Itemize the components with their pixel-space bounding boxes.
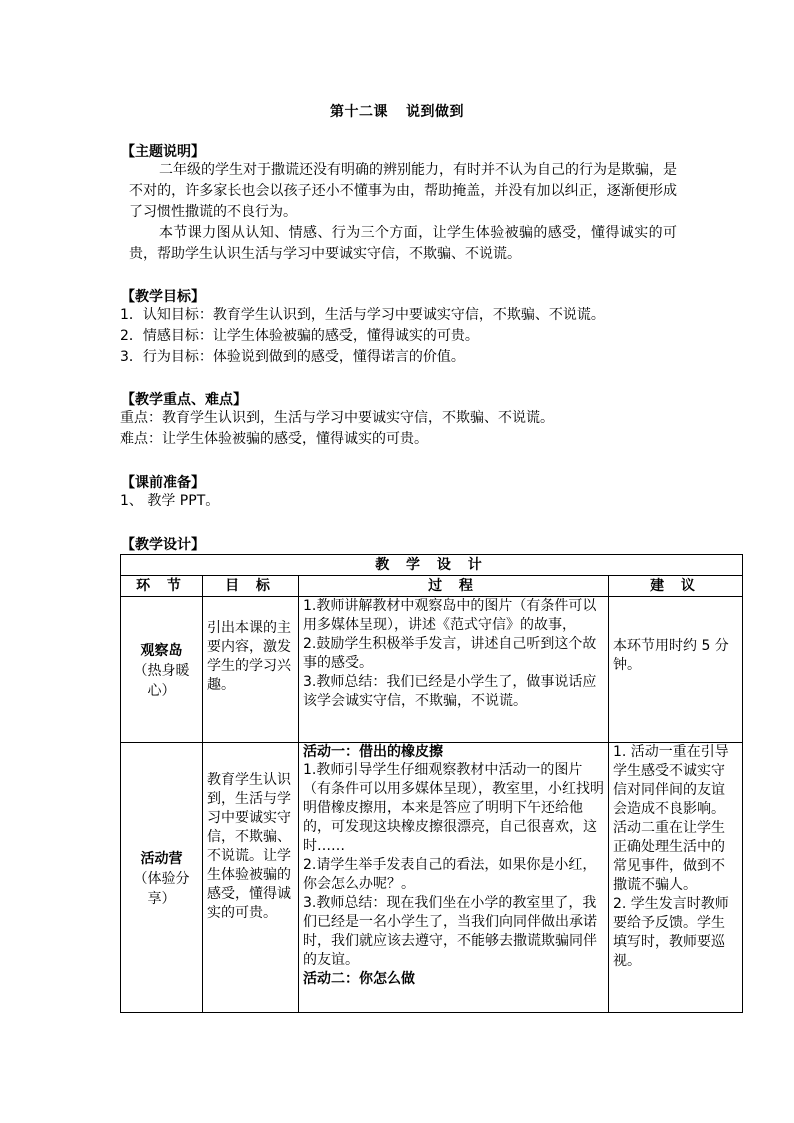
goal-cell: 引出本课的主要内容，激发学生的学习兴趣。 xyxy=(203,597,299,743)
column-header-goal: 目 标 xyxy=(203,576,299,597)
stage-subtitle: （热身暖心） xyxy=(133,662,190,699)
table-header-row xyxy=(121,576,743,597)
table-row xyxy=(121,743,743,1013)
goal-item-2: 2．情感目标：让学生体验被骗的感受，懂得诚实的可贵。 xyxy=(120,328,479,344)
process-cell xyxy=(299,743,609,1013)
goal-cell: 教育学生认识到，生活与学习中要诚实守信，不欺骗、不说谎。让学生体验被骗的感受，懂得诚实的可贵。 xyxy=(203,743,299,1013)
stage-cell xyxy=(121,743,203,1013)
process-step: 2.请学生举手发表自己的看法，如果你是小红，你会怎么办呢？。 xyxy=(303,857,597,892)
keypoint-item-1: 重点：教育学生认识到，生活与学习中要诚实守信，不欺骗、不说谎。 xyxy=(120,410,554,426)
column-header-process: 过 程 xyxy=(299,576,609,597)
process-step: 3.教师总结：现在我们坐在小学的教室里了，我们已经是一名小学生了，当我们向同伴做出承诺时，我们就应该去遵守，不能够去撒谎欺骗同伴的友谊。 xyxy=(303,895,597,968)
process-cell xyxy=(299,597,609,743)
stage-subtitle: （体验分享） xyxy=(133,870,190,907)
stage-cell xyxy=(121,597,203,743)
table-title: 教 学 设 计 xyxy=(121,555,743,576)
process-step: 2.鼓励学生积极举手发言，讲述自己听到这个故事的感受。 xyxy=(303,636,597,671)
suggestion-cell xyxy=(609,743,743,1013)
goal-item-1: 1．认知目标：教育学生认识到，生活与学习中要诚实守信，不欺骗、不说谎。 xyxy=(120,307,605,323)
theme-paragraph-1: 二年级的学生对于撒谎还没有明确的辨别能力，有时并不认为自己的行为是欺骗，是不对的，许多家长也会以孩子还小不懂事为由，帮助掩盖，并没有加以纠正，逐渐便形成了习惯性撒谎的不良行为。 xyxy=(129,162,677,220)
process-step: 3.教师总结：我们已经是小学生了，做事说话应该学会诚实守信，不欺骗，不说谎。 xyxy=(303,674,597,709)
stage-name: 活动营 xyxy=(140,850,183,867)
process-step: 1.教师讲解教材中观察岛中的图片（有条件可以用多媒体呈现），讲述《范式守信》的故事， xyxy=(303,598,597,633)
lesson-topic: 说到做到 xyxy=(406,104,464,120)
table-row xyxy=(121,597,743,743)
keypoint-item-2: 难点：让学生体验被骗的感受，懂得诚实的可贵。 xyxy=(120,431,428,447)
table-title-row xyxy=(121,555,743,576)
theme-heading: 【主题说明】 xyxy=(121,144,205,160)
column-header-stage: 环 节 xyxy=(121,576,203,597)
suggestion-cell: 本环节用时约 5 分钟。 xyxy=(609,597,743,743)
design-heading: 【教学设计】 xyxy=(121,537,205,553)
prep-heading: 【课前准备】 xyxy=(121,475,205,491)
lesson-title xyxy=(0,101,794,121)
activity-two-title: 活动二：你怎么做 xyxy=(303,971,415,987)
lesson-number: 第十二课 xyxy=(330,104,388,120)
stage-name: 观察岛 xyxy=(140,642,183,659)
goals-heading: 【教学目标】 xyxy=(121,289,205,305)
process-step: 1.教师引导学生仔细观察教材中活动一的图片（有条件可以用多媒体呈现），教室里，小红找明明借橡皮擦用，本来是答应了明明下午还给他的，可发现这块橡皮擦很漂亮，自己很喜欢，这时…… xyxy=(303,762,604,854)
column-header-suggestion: 建 议 xyxy=(609,576,743,597)
suggestion-item: 2. 学生发言时教师要给予反馈。学生填写时，教师要巡视。 xyxy=(613,896,729,969)
theme-paragraph-2: 本节课力图从认知、情感、行为三个方面，让学生体验被骗的感受，懂得诚实的可贵，帮助学生认识生活与学习中要诚实守信，不欺骗、不说谎。 xyxy=(129,225,677,262)
prep-item-1: 1、 教学 PPT。 xyxy=(120,493,220,509)
suggestion-item: 1. 活动一重在引导学生感受不诚实守信对同伴间的友谊会造成不良影响。活动二重在让学生正确处理生活中的常见事件，做到不撒谎不骗人。 xyxy=(613,744,729,893)
activity-one-title: 活动一：借出的橡皮擦 xyxy=(303,744,443,760)
lesson-design-table xyxy=(120,554,743,1013)
keypoints-heading: 【教学重点、难点】 xyxy=(121,392,247,408)
goal-item-3: 3．行为目标：体验说到做到的感受，懂得诺言的价值。 xyxy=(120,349,465,365)
